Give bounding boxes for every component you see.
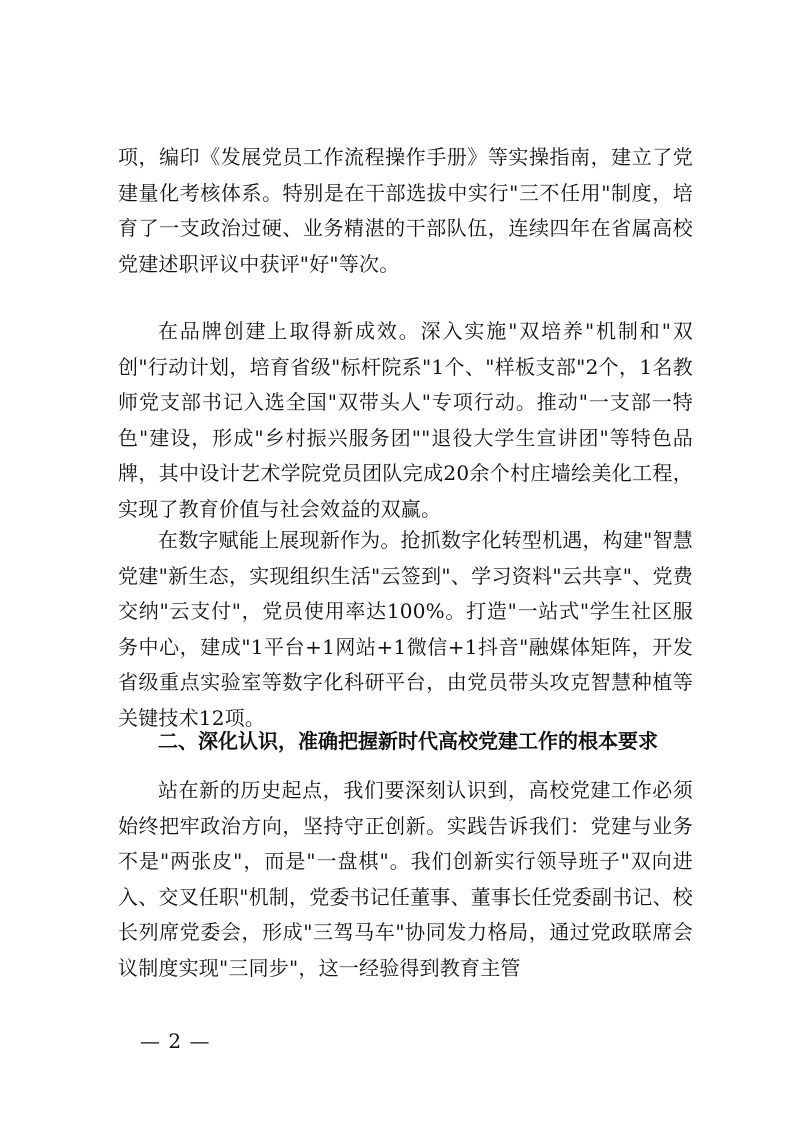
paragraph-brand-building: 在品牌创建上取得新成效。深入实施"双培养"机制和"双创"行动计划，培育省级"标杆院系"1个、"样板支部"2个，1名教师党支部书记入选全国"双带头人"专项行动。推动"一支部一特色"建设，形成"乡村振兴服务团""退役大学生宣讲团"等特色品牌，其中设计艺术学院党员团队完成20余个村庄墙绘美化工程，实现了教育价值与社会效益的双赢。 <box>118 319 693 521</box>
paragraph-new-starting-point: 站在新的历史起点，我们要深刻认识到，高校党建工作必须始终把牢政治方向，坚持守正创新。实践告诉我们：党建与业务不是"两张皮"，而是"一盘棋"。我们创新实行领导班子"双向进入、交叉任职"机制，党委书记任董事、董事长任党委副书记、校长列席党委会，形成"三驾马车"协同发力格局，通过党政联席会议制度实现"三同步"，这一经验得到教育主管 <box>118 778 693 980</box>
paragraph-continued: 项，编印《发展党员工作流程操作手册》等实操指南，建立了党建量化考核体系。特别是在干部选拔中实行"三不任用"制度，培育了一支政治过硬、业务精湛的干部队伍，连续四年在省属高校党建述职评议中获评"好"等次。 <box>118 145 693 276</box>
page-number: — 2 — <box>140 1029 211 1053</box>
paragraph-digital-empowerment: 在数字赋能上展现新作为。抢抓数字化转型机遇，构建"智慧党建"新生态，实现组织生活"云签到"、学习资料"云共享"、党费交纳"云支付"，党员使用率达100%。打造"一站式"学生社区服务中心，建成"1平台+1网站+1微信+1抖音"融媒体矩阵，开发省级重点实验室等数字化科研平台，由党员带头攻克智慧种植等关键技术12项。 <box>118 528 693 730</box>
section-heading: 二、深化认识，准确把握新时代高校党建工作的根本要求 <box>158 729 658 753</box>
